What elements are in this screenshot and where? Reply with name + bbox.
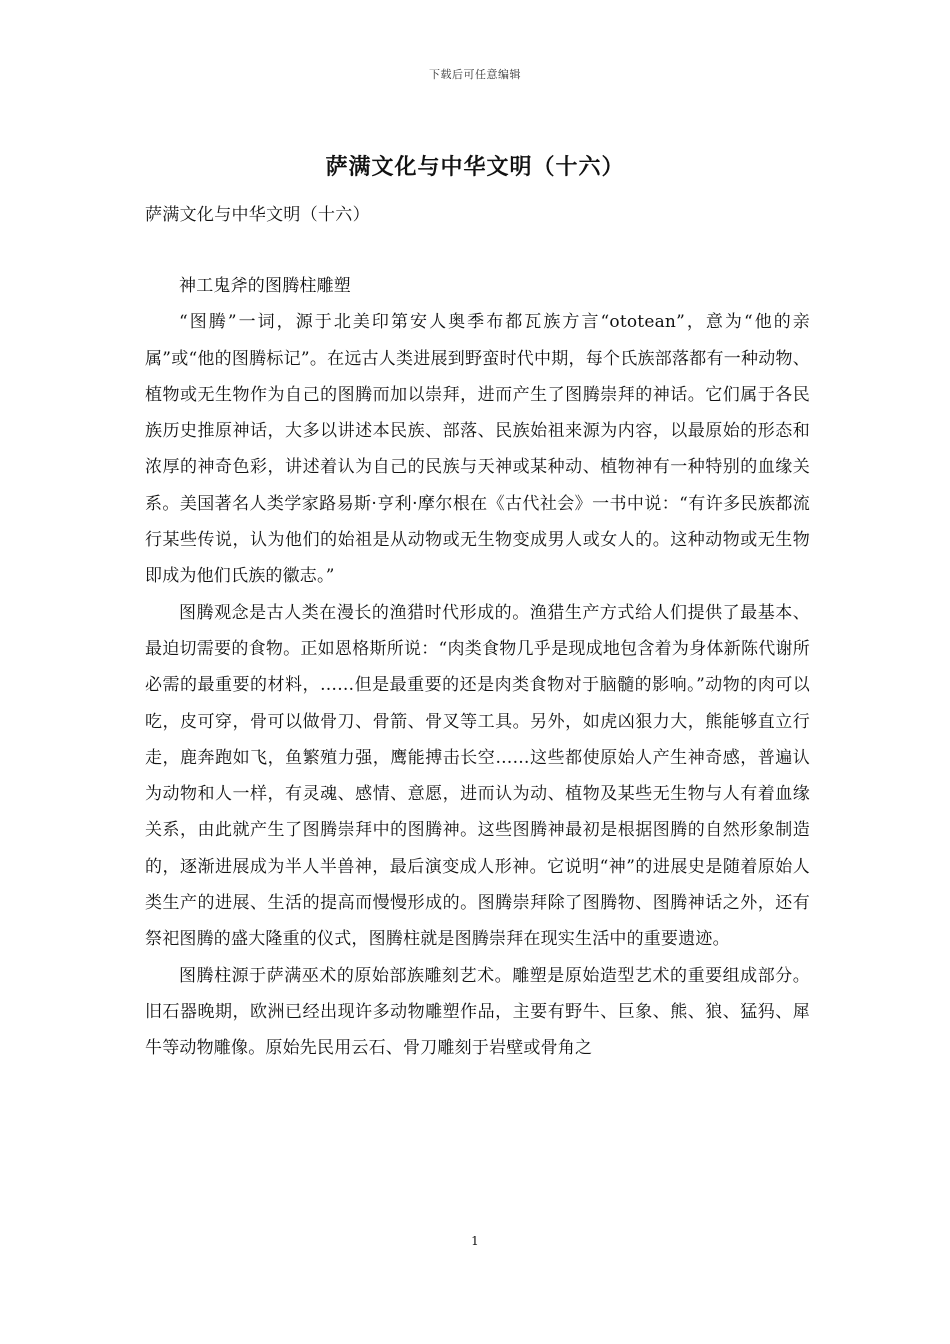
header-note: 下载后可任意编辑 [429, 68, 521, 81]
document-title: 萨满文化与中华文明（十六） [325, 154, 625, 180]
document-subtitle: 萨满文化与中华文明（十六） [145, 205, 370, 225]
page-number: 1 [471, 1234, 479, 1248]
paragraph-2: 图腾观念是古人类在漫长的渔猎时代形成的。渔猎生产方式给人们提供了最基本、最迫切需要的食物。正如恩格斯所说：“肉类食物几乎是现成地包含着为身体新陈代谢所必需的最重要的材料，……但是最重要的还是肉类食物对于脑髓的影响。”动物的肉可以吃，皮可穿，骨可以做骨刀、骨箭、骨叉等工具。另外，如虎凶狠力大，熊能够直立行走，鹿奔跑如飞，鱼繁殖力强，鹰能搏击长空……这些都使原始人产生神奇感，普遍认为动物和人一样，有灵魂、感情、意愿，进而认为动、植物及某些无生物与人有着血缘关系，由此就产生了图腾崇拜中的图腾神。这些图腾神最初是根据图腾的自然形象制造的，逐渐进展成为半人半兽神，最后演变成人形神。它说明“神”的进展史是随着原始人类生产的进展、生活的提高而慢慢形成的。图腾崇拜除了图腾物、图腾神话之外，还有祭祀图腾的盛大隆重的仪式，图腾柱就是图腾崇拜在现实生活中的重要遗迹。 [145, 602, 810, 950]
document-body [145, 268, 810, 1067]
paragraph-3: 图腾柱源于萨满巫术的原始部族雕刻艺术。雕塑是原始造型艺术的重要组成部分。旧石器晚期，欧洲已经出现许多动物雕塑作品，主要有野牛、巨象、熊、狼、猛犸、犀牛等动物雕像。原始先民用云石、骨刀雕刻于岩壁或骨角之 [145, 965, 810, 1059]
section-heading: 神工鬼斧的图腾柱雕塑 [179, 276, 351, 296]
paragraph-1: “图腾”一词，源于北美印第安人奥季布都瓦族方言“ototean”，意为“他的亲属”或“他的图腾标记”。在远古人类进展到野蛮时代中期，每个氏族部落都有一种动物、植物或无生物作为自己的图腾而加以崇拜，进而产生了图腾崇拜的神话。它们属于各民族历史推原神话，大多以讲述本民族、部落、民族始祖来源为内容，以最原始的形态和浓厚的神奇色彩，讲述着认为自己的民族与天神或某种动、植物神有一种特别的血缘关系。美国著名人类学家路易斯·亨利·摩尔根在《古代社会》一书中说：“有许多民族都流行某些传说，认为他们的始祖是从动物或无生物变成男人或女人的。这种动物或无生物即成为他们氏族的徽志。” [145, 312, 810, 587]
